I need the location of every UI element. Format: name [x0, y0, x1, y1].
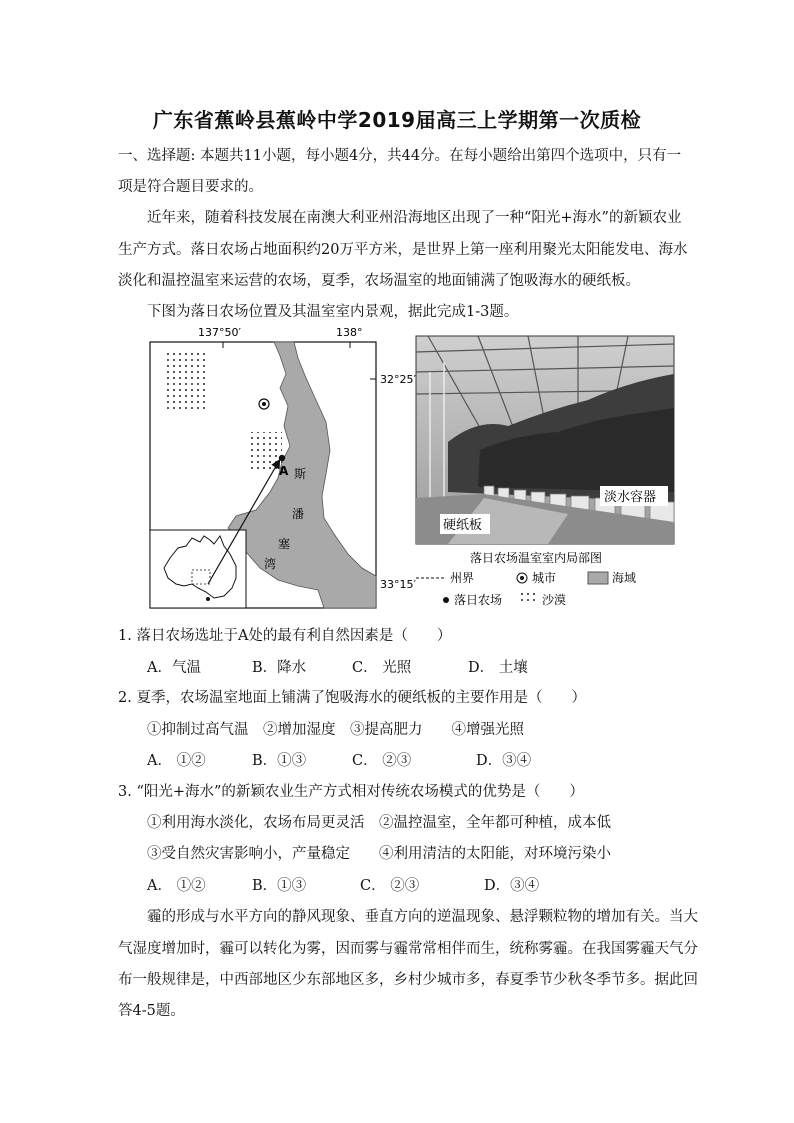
legend-state-border: 州界	[450, 571, 475, 585]
question-2-stem: 2. 夏季，农场温室地面上铺满了饱吸海水的硬纸板的主要作用是（ ）	[118, 690, 586, 706]
legend-farm: 落日农场	[454, 593, 503, 607]
farm-legend-icon	[443, 597, 449, 603]
point-a-label: A	[279, 464, 289, 478]
question-2-option-b[interactable]: B．①③	[252, 753, 307, 769]
question-1-option-c[interactable]: C． 光照	[352, 660, 412, 676]
question-2-option-c[interactable]: C． ②③	[352, 753, 412, 769]
greenhouse-photo	[416, 336, 674, 565]
desert-area-near-farm	[248, 432, 282, 472]
gulf-name-char-1: 斯	[294, 467, 307, 481]
gulf-name-char-4: 湾	[264, 557, 277, 571]
location-map	[150, 326, 416, 608]
desert-legend-icon	[520, 593, 538, 605]
question-3-choices-1: ①利用海水淡化，农场布局更灵活 ②温控温室，全年都可种植，成本低	[147, 815, 611, 831]
question-3-option-a[interactable]: A． ①②	[147, 878, 206, 894]
latitude-label-top: 32°25′	[380, 373, 416, 386]
page-title: 广东省蕉岭县蕉岭中学2019届高三上学期第一次质检	[152, 108, 642, 132]
map-legend	[416, 570, 636, 607]
passage2-line2: 气湿度增加时，霾可以转化为雾，因而雾与霾常常相伴而生，统称雾霾。在我国雾霾天气分	[118, 941, 698, 957]
question-3-stem: 3. “阳光+海水”的新颖农业生产方式相对传统农场模式的优势是（ ）	[118, 784, 584, 800]
question-1-option-a[interactable]: A．气温	[147, 660, 201, 676]
question-1-option-b[interactable]: B．降水	[252, 660, 307, 676]
figure-svg	[148, 322, 678, 612]
latitude-label-bottom: 33°15′	[380, 578, 416, 591]
legend-desert: 沙漠	[542, 593, 567, 607]
passage1-line3: 淡化和温控温室来运营的农场，夏季，农场温室的地面铺满了饱吸海水的硬纸板。	[118, 273, 640, 289]
gulf-name-char-3: 塞	[278, 537, 291, 551]
question-3-choices-2: ③受自然灾害影响小，产量稳定 ④利用清洁的太阳能，对环境污染小	[147, 846, 611, 862]
question-3-option-c[interactable]: C． ②③	[360, 878, 420, 894]
passage1-line1: 近年来，随着科技发展在南澳大利亚州沿海地区出现了一种“阳光+海水”的新颖农业	[147, 210, 682, 226]
section-intro-cont: 项是符合题目要求的。	[118, 179, 263, 195]
australia-inset	[150, 530, 246, 608]
figure-map-and-photo	[148, 322, 678, 612]
section-intro: 一、选择题: 本题共11小题，每小题4分，共44分。在每小题给出第四个选项中，只有一	[118, 148, 682, 164]
question-3-option-d[interactable]: D．③④	[484, 878, 540, 894]
question-2-choices: ①抑制过高气温 ②增加湿度 ③提高肥力 ④增强光照	[147, 722, 524, 738]
passage2-line4: 答4-5题。	[118, 1003, 185, 1019]
legend-sea: 海域	[612, 571, 637, 585]
question-3-option-b[interactable]: B．①③	[252, 878, 307, 894]
question-1-stem: 1. 落日农场选址于A处的最有利自然因素是（ ）	[118, 628, 452, 644]
legend-city: 城市	[532, 571, 557, 585]
passage1-line4: 下图为落日农场位置及其温室室内景观，据此完成1-3题。	[147, 304, 519, 320]
label-cardboard: 硬纸板	[443, 518, 483, 533]
question-2-option-d[interactable]: D．③④	[476, 753, 532, 769]
longitude-label-right: 138°	[336, 326, 363, 339]
question-2-option-a[interactable]: A． ①②	[147, 753, 206, 769]
passage1-line2: 生产方式。落日农场占地面积约20万平方米，是世界上第一座利用聚光太阳能发电、海水	[118, 242, 688, 258]
question-1-option-d[interactable]: D． 土壤	[468, 660, 528, 676]
passage2-line1: 霾的形成与水平方向的静风现象、垂直方向的逆温现象、悬浮颗粒物的增加有关。当大	[147, 909, 698, 925]
farm-point-a	[279, 455, 285, 461]
label-fresh-water-container: 淡水容器	[604, 490, 657, 505]
photo-caption: 落日农场温室室内局部图	[470, 551, 603, 565]
passage2-line3: 布一般规律是，中西部地区少东部地区多，乡村少城市多，春夏季节少秋冬季节多。据此回	[118, 972, 698, 988]
longitude-label-left: 137°50′	[198, 326, 241, 339]
gulf-name-char-2: 潘	[292, 507, 305, 521]
desert-area-northwest	[166, 352, 206, 410]
sea-legend-icon	[588, 572, 608, 584]
